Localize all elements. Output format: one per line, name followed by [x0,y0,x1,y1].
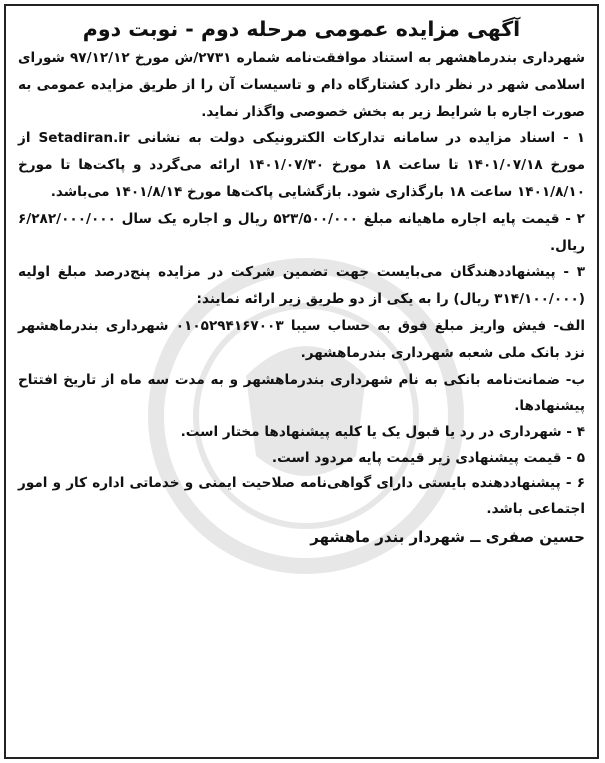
notice-title: آگهی مزایده عمومی مرحله دوم - نوبت دوم [82,17,521,41]
clause-3: ۳ - پیشنهاددهندگان می‌بایست جهت تضمین شرکت در مزایده پنج‌درصد مبلغ اولیه (۳۱۴/۱۰۰/۰۰۰ ریال) را به یکی از دو طریق زیر ارائه نمایند: [18,264,585,308]
notice-body [6,6,597,552]
clause-4: ۴ - شهرداری در رد یا قبول یک یا کلیه پیشنهادها مختار است. [180,424,585,441]
clause-3-option-b: ب- ضمانت‌نامه بانکی به نام شهرداری بندرماهشهر و به مدت سه ماه از تاریخ افتتاح پیشنهادها. [18,371,585,415]
clause-5: ۵ - قیمت پیشنهادی زیر قیمت پایه مردود است. [271,449,585,466]
advertisement-notice [4,4,599,759]
signature-line: حسین صفری ــ شهردار بندر ماهشهر [310,528,585,547]
clause-2: ۲ - قیمت پایه اجاره ماهیانه مبلغ ۵۲۳/۵۰۰/۰۰۰ ریال و اجاره یک سال ۶/۲۸۲/۰۰۰/۰۰۰ ریال. [18,210,585,254]
clause-1: ۱ - اسناد مزایده در سامانه تدارکات الکترونیکی دولت به نشانی Setadiran.ir از مورخ ۱۴۰۱/۰۷/۱۸ تا ساعت ۱۸ مورخ ۱۴۰۱/۰۷/۳۰ ارائه می‌گردد و پاکت‌ها تا مورخ ۱۴۰۱/۸/۱۰ ساعت ۱۸ بارگذاری شود. بازگشایی پاکت‌ها مورخ ۱۴۰۱/۸/۱۴ می‌باشد. [18,130,586,200]
clause-3-option-a: الف- فیش واریز مبلغ فوق به حساب سیبا ۰۱۰۵۲۹۴۱۶۷۰۰۳ شهرداری بندرماهشهر نزد بانک ملی شعبه شهرداری بندرماهشهر. [18,317,585,361]
intro-paragraph: شهرداری بندرماهشهر به استناد موافقت‌نامه شماره ۲۷۳۱/ش مورخ ۹۷/۱۲/۱۲ شورای اسلامی شهر در نظر دارد کشتارگاه دام و تاسیسات آن را از طریق مزایده عمومی به صورت اجاره با شرایط زیر به بخش خصوصی واگذار نماید. [18,50,585,120]
clause-6: ۶ - پیشنهاددهنده بایستی دارای گواهی‌نامه صلاحیت ایمنی و خدماتی اداره کار و امور اجتماعی باشد. [18,475,585,517]
